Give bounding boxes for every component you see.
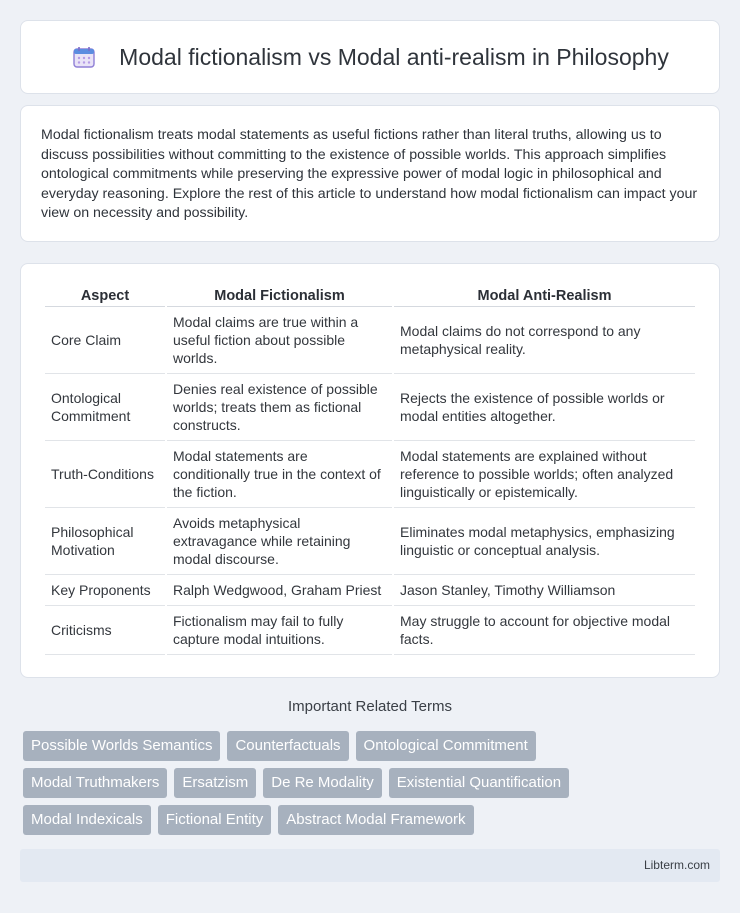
comparison-table-card xyxy=(20,263,720,678)
tag-modal-truthmakers[interactable]: Modal Truthmakers xyxy=(23,768,167,798)
intro-card xyxy=(20,105,720,242)
related-terms-title: Important Related Terms xyxy=(288,698,452,715)
title-card xyxy=(20,20,720,94)
anti-realism-cell: Modal statements are explained without reference to possible worlds; often analyzed linguistically or epistemically. xyxy=(394,441,695,508)
tag-counterfactuals[interactable]: Counterfactuals xyxy=(227,731,348,761)
table-row xyxy=(45,606,695,655)
table-row xyxy=(45,374,695,441)
anti-realism-cell: Rejects the existence of possible worlds or modal entities altogether. xyxy=(394,374,695,441)
footer xyxy=(20,849,720,882)
aspect-cell: Core Claim xyxy=(45,307,165,374)
anti-realism-cell: Modal claims do not correspond to any metaphysical reality. xyxy=(394,307,695,374)
comparison-table xyxy=(43,284,697,655)
tag-ersatzism[interactable]: Ersatzism xyxy=(174,768,256,798)
calendar-icon xyxy=(71,44,97,70)
tag-existential-quantification[interactable]: Existential Quantification xyxy=(389,768,569,798)
fictionalism-cell: Ralph Wedgwood, Graham Priest xyxy=(167,575,392,606)
header-modal-anti-realism: Modal Anti-Realism xyxy=(394,284,695,307)
related-terms-list xyxy=(23,731,723,842)
aspect-cell: Ontological Commitment xyxy=(45,374,165,441)
page-title: Modal fictionalism vs Modal anti-realism in Philosophy xyxy=(119,43,669,70)
footer-site-link[interactable]: Libterm.com xyxy=(643,858,710,872)
tag-modal-indexicals[interactable]: Modal Indexicals xyxy=(23,805,151,835)
table-row xyxy=(45,575,695,606)
table-header-row xyxy=(45,284,695,307)
aspect-cell: Truth-Conditions xyxy=(45,441,165,508)
intro-text: Modal fictionalism treats modal statements as useful fictions rather than literal truths, allowing us to discuss possibilities without committing to the existence of possible worlds. This approach simplifies ontological commitments while preserving the expressive power of modal logic in philosophical and everyday reasoning. Explore the rest of this article to understand how modal fictionalism can impact your view on necessity and possibility. xyxy=(41,127,698,221)
table-row xyxy=(45,307,695,374)
tag-row xyxy=(23,805,723,835)
fictionalism-cell: Modal claims are true within a useful fiction about possible worlds. xyxy=(167,307,392,374)
tag-fictional-entity[interactable]: Fictional Entity xyxy=(158,805,272,835)
header-aspect: Aspect xyxy=(45,284,165,307)
tag-abstract-modal-framework[interactable]: Abstract Modal Framework xyxy=(278,805,473,835)
fictionalism-cell: Modal statements are conditionally true in the context of the fiction. xyxy=(167,441,392,508)
aspect-cell: Key Proponents xyxy=(45,575,165,606)
tag-de-re-modality[interactable]: De Re Modality xyxy=(263,768,382,798)
anti-realism-cell: May struggle to account for objective modal facts. xyxy=(394,606,695,655)
tag-ontological-commitment[interactable]: Ontological Commitment xyxy=(356,731,536,761)
aspect-cell: Philosophical Motivation xyxy=(45,508,165,575)
header-modal-fictionalism: Modal Fictionalism xyxy=(167,284,392,307)
tag-possible-worlds-semantics[interactable]: Possible Worlds Semantics xyxy=(23,731,220,761)
fictionalism-cell: Fictionalism may fail to fully capture modal intuitions. xyxy=(167,606,392,655)
table-row xyxy=(45,508,695,575)
tag-row xyxy=(23,731,723,761)
anti-realism-cell: Jason Stanley, Timothy Williamson xyxy=(394,575,695,606)
table-row xyxy=(45,441,695,508)
fictionalism-cell: Avoids metaphysical extravagance while retaining modal discourse. xyxy=(167,508,392,575)
aspect-cell: Criticisms xyxy=(45,606,165,655)
tag-row xyxy=(23,768,723,798)
anti-realism-cell: Eliminates modal metaphysics, emphasizing linguistic or conceptual analysis. xyxy=(394,508,695,575)
fictionalism-cell: Denies real existence of possible worlds; treats them as fictional constructs. xyxy=(167,374,392,441)
